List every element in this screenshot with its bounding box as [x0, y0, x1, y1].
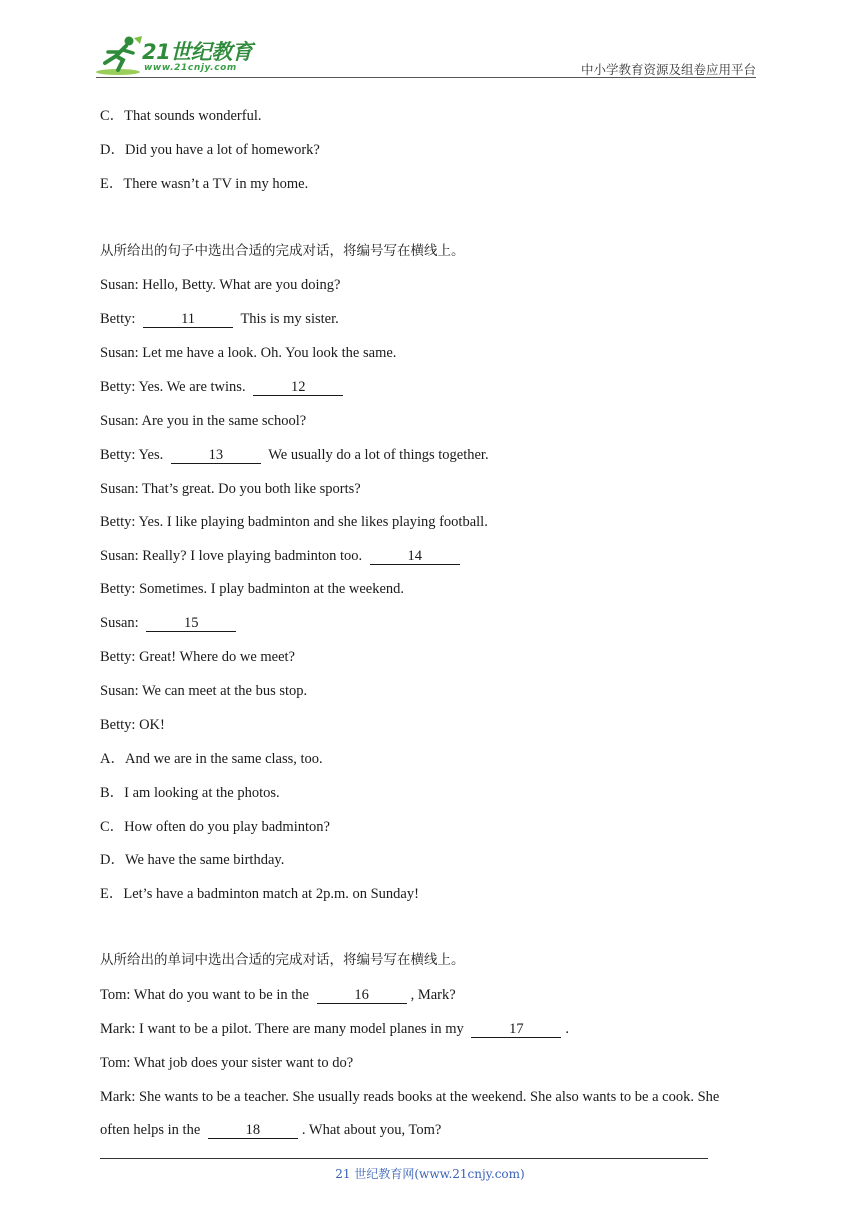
- logo-text: 21世纪教育: [142, 40, 253, 64]
- header-divider: [96, 77, 756, 78]
- dialogue-line: Tom: What do you want to be in the 16 , Mark?: [100, 987, 456, 1003]
- runner-logo-icon: [96, 34, 144, 76]
- dialogue-line: Betty: Sometimes. I play badminton at the weekend.: [100, 581, 405, 597]
- option-e: E．There wasn’t a TV in my home.: [100, 176, 309, 192]
- option-d: D．We have the same birthday.: [100, 852, 285, 868]
- dialogue-line: Betty: Yes. We are twins. 12: [100, 378, 347, 396]
- answer-blank-18[interactable]: 18: [208, 1123, 298, 1139]
- dialogue-line: Betty: Great! Where do we meet?: [100, 649, 295, 665]
- answer-blank-17[interactable]: 17: [471, 1022, 561, 1038]
- dialogue-line: often helps in the 18 . What about you, Tom?: [100, 1122, 442, 1138]
- dialogue-line: Susan: Are you in the same school?: [100, 413, 307, 429]
- dialogue-line: Susan: 15: [100, 614, 240, 632]
- option-d: D．Did you have a lot of homework?: [100, 142, 320, 158]
- answer-blank-12[interactable]: 12: [253, 380, 343, 396]
- answer-blank-13[interactable]: 13: [171, 448, 261, 464]
- section3-instruction: 从所给出的单词中选出合适的完成对话，将编号写在横线上。: [100, 952, 465, 968]
- option-a: A．And we are in the same class, too.: [100, 751, 323, 767]
- dialogue-line: Mark: She wants to be a teacher. She usually reads books at the weekend. She also wants to be a cook. She: [100, 1089, 720, 1105]
- logo-url: www.21cnjy.com: [144, 63, 237, 73]
- option-e: E．Let’s have a badminton match at 2p.m. on Sunday!: [100, 886, 419, 902]
- dialogue-line: Susan: Really? I love playing badminton too. 14: [100, 547, 464, 565]
- page-footer: 21 世纪教育网(www.21cnjy.com): [335, 1167, 525, 1181]
- header-platform-text: 中小学教育资源及组卷应用平台: [580, 62, 756, 77]
- section2-instruction: 从所给出的句子中选出合适的完成对话，将编号写在横线上。: [100, 243, 465, 259]
- site-logo: [96, 32, 266, 78]
- dialogue-line: Mark: I want to be a pilot. There are many model planes in my 17 .: [100, 1021, 569, 1037]
- answer-blank-15[interactable]: 15: [146, 616, 236, 632]
- answer-blank-14[interactable]: 14: [370, 549, 460, 565]
- dialogue-line: Susan: Hello, Betty. What are you doing?: [100, 277, 341, 293]
- answer-blank-11[interactable]: 11: [143, 312, 233, 328]
- dialogue-line: Betty: 11 This is my sister.: [100, 311, 339, 327]
- dialogue-line: Susan: That’s great. Do you both like sports?: [100, 481, 361, 497]
- option-b: B．I am looking at the photos.: [100, 785, 280, 801]
- footer-divider: [100, 1158, 708, 1159]
- answer-blank-16[interactable]: 16: [317, 988, 407, 1004]
- dialogue-line: Betty: Yes. 13 We usually do a lot of things together.: [100, 447, 489, 463]
- dialogue-line: Susan: Let me have a look. Oh. You look the same.: [100, 345, 397, 361]
- dialogue-line: Tom: What job does your sister want to do?: [100, 1055, 354, 1071]
- page-header: [96, 32, 756, 78]
- dialogue-line: Betty: OK!: [100, 717, 165, 733]
- dialogue-line: Betty: Yes. I like playing badminton and she likes playing football.: [100, 514, 488, 530]
- dialogue-line: Susan: We can meet at the bus stop.: [100, 683, 308, 699]
- option-c: C．How often do you play badminton?: [100, 819, 330, 835]
- option-c: C．That sounds wonderful.: [100, 108, 262, 124]
